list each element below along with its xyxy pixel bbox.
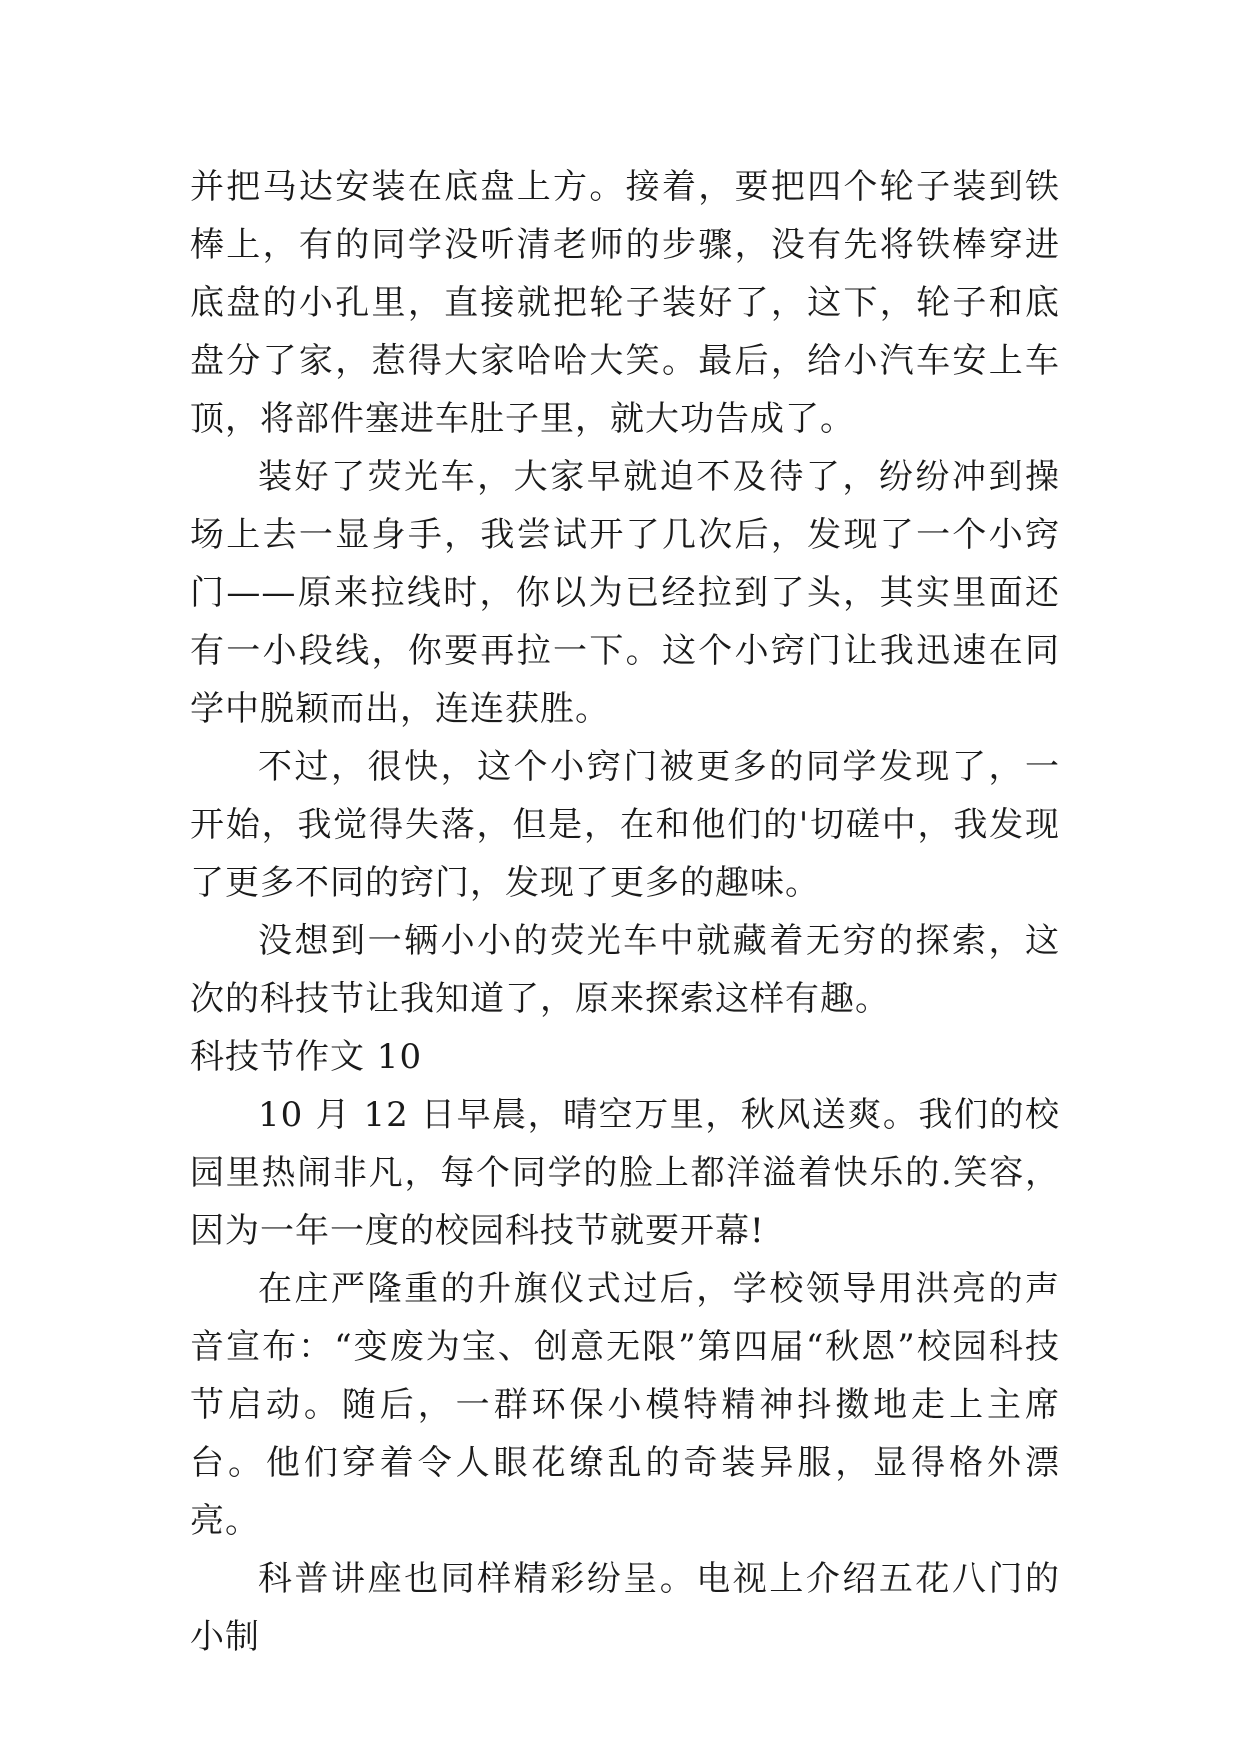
paragraph-continuation: 并把马达安装在底盘上方。接着，要把四个轮子装到铁棒上，有的同学没听清老师的步骤，没有先将铁棒穿进底盘的小孔里，直接就把轮子装好了，这下，轮子和底盘分了家，惹得大家哈哈大笑。最后，给小汽车安上车顶，将部件塞进车肚子里，就大功告成了。 xyxy=(190,167,1060,439)
paragraph-ceremony: 在庄严隆重的升旗仪式过后，学校领导用洪亮的声音宣布：“变废为宝、创意无限”第四届“秋恩”校园科技节启动。随后，一群环保小模特精神抖擞地走上主席台。他们穿着令人眼花缭乱的奇装异服，显得格外漂亮。 xyxy=(190,1269,1060,1541)
essay-heading: 科技节作文 10 xyxy=(190,1037,423,1077)
paragraph-conclusion: 没想到一辆小小的荧光车中就藏着无穷的探索，这次的科技节让我知道了，原来探索这样有趣。 xyxy=(190,921,1060,1019)
paragraph-fluorescent-car-race: 装好了荧光车，大家早就迫不及待了，纷纷冲到操场上去一显身手，我尝试开了几次后，发现了一个小窍门——原来拉线时，你以为已经拉到了头，其实里面还有一小段线，你要再拉一下。这个小窍门让我迅速在同学中脱颖而出，连连获胜。 xyxy=(190,457,1060,729)
paragraph-opening-day: 10 月 12 日早晨，晴空万里，秋风送爽。我们的校园里热闹非凡，每个同学的脸上都洋溢着快乐的.笑容，因为一年一度的校园科技节就要开幕! xyxy=(190,1095,1060,1251)
paragraph-lecture: 科普讲座也同样精彩纷呈。电视上介绍五花八门的小制 xyxy=(190,1559,1060,1657)
paragraph-discovery: 不过，很快，这个小窍门被更多的同学发现了，一开始，我觉得失落，但是，在和他们的'切磋中，我发现了更多不同的窍门，发现了更多的趣味。 xyxy=(190,747,1060,903)
document-body xyxy=(190,158,1060,1666)
